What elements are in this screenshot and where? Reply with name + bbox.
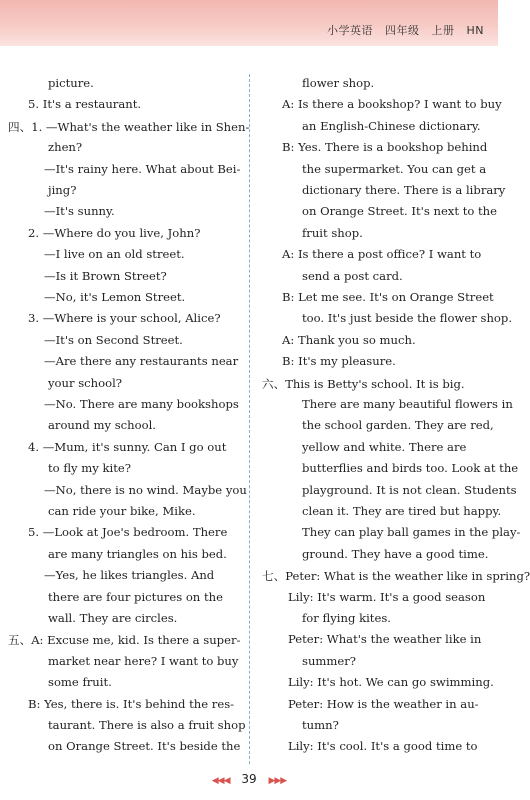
text-line: —Yes, he likes triangles. And bbox=[44, 568, 215, 583]
text-line: fruit shop. bbox=[302, 225, 363, 240]
text-line: They can play ball games in the play- bbox=[302, 525, 521, 540]
text-line: your school? bbox=[48, 375, 123, 390]
text-line: zhen? bbox=[48, 140, 83, 155]
text-line: —No, there is no wind. Maybe you bbox=[44, 482, 247, 497]
text-line: A: Is there a bookshop? I want to buy bbox=[282, 97, 502, 112]
text-line: an English-Chinese dictionary. bbox=[302, 118, 481, 133]
text-line: picture. bbox=[48, 76, 94, 90]
text-line: A: Thank you so much. bbox=[282, 332, 416, 347]
text-line: 七、Peter: What is the weather like in spring? bbox=[262, 569, 530, 584]
text-line: —No, it's Lemon Street. bbox=[44, 290, 186, 304]
text-line: B: It's my pleasure. bbox=[282, 354, 396, 369]
text-line: jing? bbox=[48, 183, 77, 197]
text-line: the school garden. They are red, bbox=[302, 418, 494, 433]
text-line: too. It's just beside the flower shop. bbox=[302, 311, 513, 326]
page-footer bbox=[0, 772, 498, 786]
text-line: clean it. They are tired but happy. bbox=[302, 504, 502, 518]
text-line: ground. They have a good time. bbox=[302, 546, 489, 561]
text-line: butterflies and birds too. Look at the bbox=[302, 461, 519, 476]
text-line: tumn? bbox=[302, 718, 339, 732]
text-line: market near here? I want to buy bbox=[48, 653, 239, 668]
grade-label: 四年级 bbox=[385, 24, 420, 37]
text-line: 六、This is Betty's school. It is big. bbox=[262, 376, 465, 391]
edition-label: HN bbox=[466, 24, 484, 37]
prev-arrows-icon: ◀◀◀ bbox=[211, 776, 230, 786]
text-line: on Orange Street. It's beside the bbox=[48, 739, 241, 754]
text-line: —It's on Second Street. bbox=[44, 332, 183, 347]
book-info bbox=[319, 22, 484, 38]
text-line: wall. They are circles. bbox=[48, 611, 178, 625]
text-line: for flying kites. bbox=[302, 611, 391, 625]
text-line: 2. —Where do you live, John? bbox=[28, 225, 201, 240]
book-title: 小学英语 bbox=[327, 24, 373, 37]
text-line: —It's rainy here. What about Bei- bbox=[44, 161, 241, 176]
text-line: yellow and white. There are bbox=[302, 439, 467, 454]
text-line: Lily: It's cool. It's a good time to bbox=[288, 739, 478, 754]
text-line: send a post card. bbox=[302, 268, 403, 283]
text-line: to fly my kite? bbox=[48, 461, 131, 476]
text-line: A: Is there a post office? I want to bbox=[282, 247, 482, 262]
volume-label: 上册 bbox=[431, 24, 455, 37]
text-line: around my school. bbox=[48, 418, 156, 433]
text-line: —I live on an old street. bbox=[44, 247, 185, 262]
text-line: on Orange Street. It's next to the bbox=[302, 204, 498, 219]
text-line: —Are there any restaurants near bbox=[44, 354, 239, 369]
text-line: Peter: What's the weather like in bbox=[288, 632, 482, 647]
text-line: summer? bbox=[302, 653, 357, 668]
text-line: 五、A: Excuse me, kid. Is there a super- bbox=[8, 633, 241, 648]
text-line: B: Let me see. It's on Orange Street bbox=[282, 290, 494, 304]
text-line: —It's sunny. bbox=[44, 204, 115, 219]
text-line: dictionary there. There is a library bbox=[302, 183, 506, 197]
text-line: Lily: It's hot. We can go swimming. bbox=[288, 675, 494, 690]
text-line: 3. —Where is your school, Alice? bbox=[28, 311, 221, 326]
text-line: playground. It is not clean. Students bbox=[302, 482, 517, 497]
text-line: B: Yes. There is a bookshop behind bbox=[282, 140, 488, 155]
text-line: flower shop. bbox=[302, 76, 375, 90]
text-line: —Is it Brown Street? bbox=[44, 268, 167, 283]
header-band bbox=[0, 0, 498, 46]
text-line: there are four pictures on the bbox=[48, 589, 223, 604]
text-line: B: Yes, there is. It's behind the res- bbox=[28, 696, 235, 711]
text-line: There are many beautiful flowers in bbox=[302, 397, 513, 411]
next-arrows-icon: ▶▶▶ bbox=[268, 776, 287, 786]
text-line: 4. —Mum, it's sunny. Can I go out bbox=[28, 439, 227, 454]
text-line: are many triangles on his bed. bbox=[48, 546, 227, 561]
text-line: Peter: How is the weather in au- bbox=[288, 696, 479, 711]
text-line: —No. There are many bookshops bbox=[44, 397, 239, 411]
text-line: the supermarket. You can get a bbox=[302, 161, 487, 176]
text-line: 5. —Look at Joe's bedroom. There bbox=[28, 525, 228, 540]
text-line: 四、1. —What's the weather like in Shen- bbox=[8, 119, 250, 134]
text-line: Lily: It's warm. It's a good season bbox=[288, 589, 486, 604]
page-number: 39 bbox=[241, 772, 257, 786]
text-line: 5. It's a restaurant. bbox=[28, 97, 142, 112]
column-divider bbox=[249, 74, 250, 764]
text-line: taurant. There is also a fruit shop bbox=[48, 718, 246, 732]
text-line: can ride your bike, Mike. bbox=[48, 504, 196, 518]
text-line: some fruit. bbox=[48, 675, 112, 690]
